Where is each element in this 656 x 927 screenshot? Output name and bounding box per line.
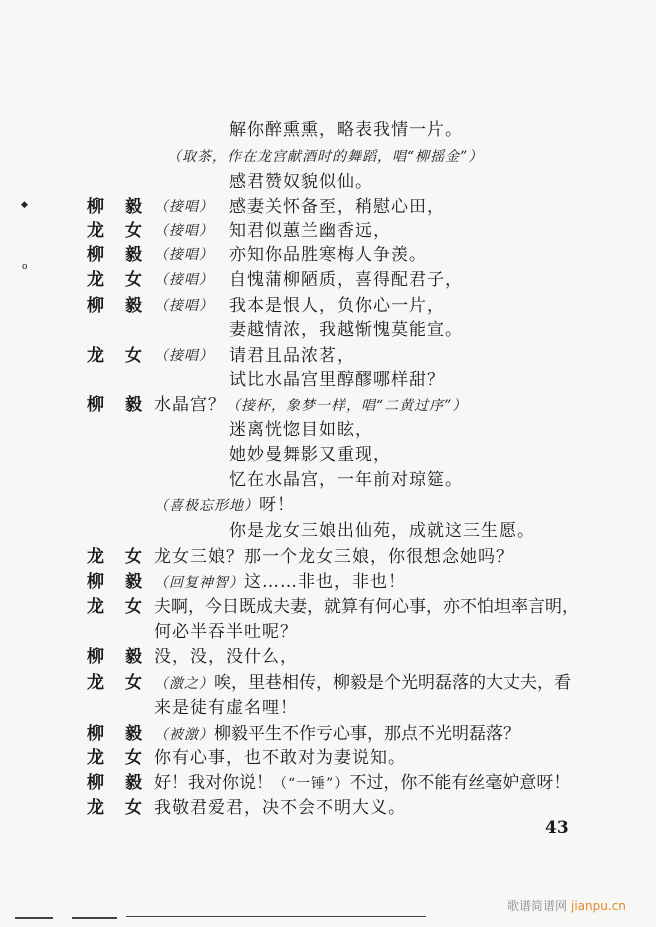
dialogue-line: 龙女三娘？那一个龙女三娘，你很想念她吗？ [154, 547, 514, 567]
script-page: ◆ o 解你醉熏熏，略表我情一片。 （取茶，作在龙宫献酒时的舞蹈，唱“柳摇金”） 感君赞奴貌似仙。 柳 毅 （接唱） 感妻关怀备至，稍慰心田， 龙 女 （接唱） 知君似蕙兰幽香远， 柳 毅 （接唱） 亦知你品胜寒梅人争羡。 龙 女 （接唱） 自愧蒲柳陋质，喜得配君子， 柳 毅 （接唱） 我本是恨人，负你心一片， 妻越情浓，我越惭愧莫能宣。 龙 女 （接唱） 请君且品浓茗， 试比水晶宫里醇醪哪样甜？ 柳 毅 水晶宫？（接杯，象梦一样，唱“二黄过序”） 迷离恍惚目如眩， 她妙曼舞影又重现， 忆在水晶宫，一年前对琼筵。 （喜极忘形地）呀！ 你是龙女三娘出仙苑，成就这三生愿。 龙 女 龙女三娘？那一个龙女三娘，你很想念她吗？ 柳 毅 （回复神智）这……非也，非也！ 龙 女 夫啊，今日既成夫妻，就算有何心事，亦不怕坦率言明， 何必半吞半吐呢？ 柳 毅 没，没，没什么， 龙 女 （激之）唉，里巷相传，柳毅是个光明磊落的大丈夫，看 来是徒有虚名哩！ 柳 毅 （被激）柳毅平生不作亏心事，那点不光明磊落？ 龙 女 你有心事，也不敢对为妻说知。 柳 毅 好！我对你说！（“一锤”）不过，你不能有丝毫妒意呀！ 龙 女 我敬君爱君，决不会不明大义。 43 歌谱简谱网 jianpu.cn [0, 0, 656, 927]
margin-mark: ◆ [21, 200, 28, 210]
dialogue-line: （激之）唉，里巷相传，柳毅是个光明磊落的大丈夫，看 [154, 673, 571, 693]
lyric-line: 你是龙女三娘出仙苑，成就这三生愿。 [229, 521, 535, 541]
dialogue-line-continued: 何必半吞半吐呢？ [154, 622, 298, 642]
scan-rule [72, 917, 117, 919]
stage-direction: （喜极忘形地） [154, 498, 259, 514]
stage-direction: （取茶，作在龙宫献酒时的舞蹈，唱“柳摇金”） [167, 149, 484, 165]
dialogue-line: 水晶宫？（接杯，象梦一样，唱“二黄过序”） [154, 395, 468, 415]
dialogue-line-continued: 来是徒有虚名哩！ [154, 698, 298, 718]
dialogue-line: （被激）柳毅平生不作亏心事，那点不光明磊落？ [154, 724, 520, 744]
lyric-line: 迷离恍惚目如眩， [229, 420, 373, 440]
dialogue-line: 没，没，没什么， [154, 647, 298, 667]
dialogue-line: 夫啊，今日既成夫妻，就算有何心事，亦不怕坦率言明， [154, 597, 579, 617]
dialogue-line: 你有心事，也不敢对为妻说知。 [154, 748, 406, 768]
dialogue-line: （回复神智）这……非也，非也！ [154, 572, 406, 592]
dialogue-line: （喜极忘形地）呀！ [154, 495, 295, 515]
cue-label: （接唱） [154, 199, 214, 215]
stage-direction: （激之） [154, 676, 214, 692]
scan-rule [126, 916, 426, 917]
watermark-url: jianpu.cn [571, 899, 626, 913]
cue-label: （接唱） [154, 298, 214, 314]
lyric-line: 知君似蕙兰幽香远， [229, 221, 391, 241]
lyric-line: 感妻关怀备至，稍慰心田， [229, 197, 445, 217]
lyric-line: 请君且品浓茗， [229, 346, 355, 366]
lyric-line: 感君赞奴貌似仙。 [229, 172, 373, 192]
stage-direction: （接杯，象梦一样，唱“二黄过序”） [226, 398, 468, 414]
page-number: 43 [545, 818, 569, 838]
watermark [507, 897, 626, 914]
dialogue-line: 好！我对你说！（“一锤”）不过，你不能有丝毫妒意呀！ [154, 773, 571, 793]
lyric-line: 妻越情浓，我越惭愧莫能宣。 [229, 320, 463, 340]
lyric-line: 自愧蒲柳陋质，喜得配君子， [229, 270, 463, 290]
lyric-line: 她妙曼舞影又重现， [229, 445, 391, 465]
lyric-line: 忆在水晶宫，一年前对琼筵。 [229, 470, 463, 490]
margin-mark: o [22, 262, 28, 272]
cue-label: （接唱） [154, 223, 214, 239]
lyric-line: 解你醉熏熏，略表我情一片。 [229, 120, 463, 140]
dialogue-line: 我敬君爱君，决不会不明大义。 [154, 798, 406, 818]
scan-rule [15, 917, 53, 919]
lyric-line: 试比水晶宫里醇醪哪样甜？ [229, 370, 445, 390]
stage-direction: （回复神智） [154, 575, 244, 591]
cue-label: （接唱） [154, 348, 214, 364]
cue-label: （接唱） [154, 272, 214, 288]
watermark-site: 歌谱简谱网 [507, 899, 568, 913]
stage-direction: （被激） [154, 727, 214, 743]
lyric-line: 我本是恨人，负你心一片， [229, 296, 445, 316]
stage-direction: （“一锤”） [273, 776, 350, 792]
lyric-line: 亦知你品胜寒梅人争羡。 [229, 245, 427, 265]
cue-label: （接唱） [154, 247, 214, 263]
